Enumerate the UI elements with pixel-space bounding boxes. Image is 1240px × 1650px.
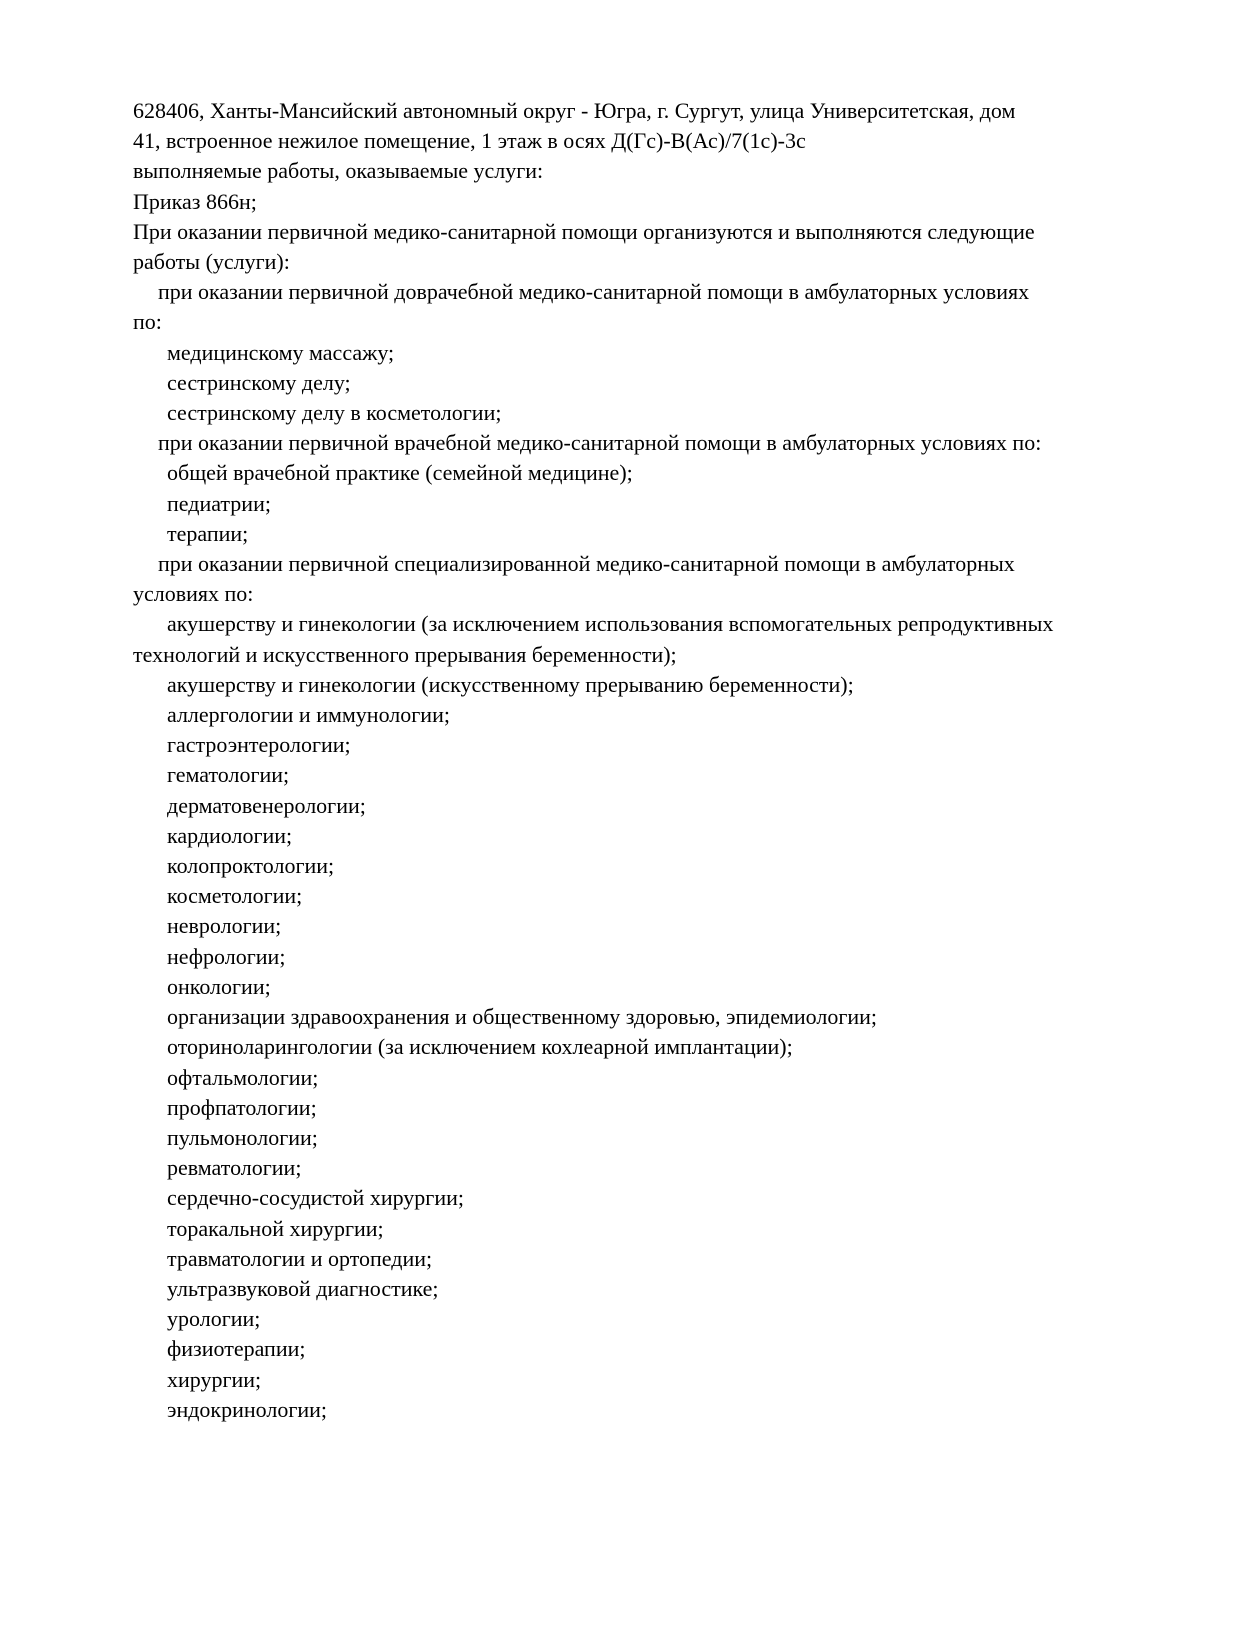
text-line: акушерству и гинекологии (за исключением использования вспомогательных репродуктивных xyxy=(167,611,1054,637)
text-line: оториноларингологии (за исключением кохлеарной имплантации); xyxy=(167,1034,793,1060)
text-line: физиотерапии; xyxy=(167,1336,306,1362)
text-line: ревматологии; xyxy=(167,1155,302,1181)
text-line: онкологии; xyxy=(167,973,271,999)
text-line: эндокринологии; xyxy=(167,1396,328,1422)
text-line: 628406, Ханты-Мансийский автономный округ - Югра, г. Сургут, улица Университетская, дом xyxy=(133,98,1016,123)
text-line: организации здравоохранения и общественному здоровью, эпидемиологии; xyxy=(167,1004,878,1030)
license-text-block xyxy=(133,96,1163,1425)
text-line: кардиологии; xyxy=(167,822,293,848)
text-line: сестринскому делу; xyxy=(167,369,351,395)
text-line: терапии; xyxy=(167,520,249,546)
text-line: неврологии; xyxy=(167,913,282,939)
text-line: выполняемые работы, оказываемые услуги: xyxy=(133,158,544,184)
text-line: дерматовенерологии; xyxy=(167,792,366,818)
text-line: акушерству и гинекологии (искусственному прерыванию беременности); xyxy=(167,671,854,697)
text-line: при оказании первичной доврачебной медико-санитарной помощи в амбулаторных условиях xyxy=(158,279,1030,305)
text-line: нефрологии; xyxy=(167,943,286,969)
text-line: при оказании первичной врачебной медико-санитарной помощи в амбулаторных условиях по: xyxy=(158,430,1042,456)
text-line: ультразвуковой диагностике; xyxy=(167,1275,439,1301)
text-line: сердечно-сосудистой хирургии; xyxy=(167,1185,464,1211)
text-line: профпатологии; xyxy=(167,1094,317,1120)
text-line: условиях по: xyxy=(133,581,254,607)
text-line: при оказании первичной специализированной медико-санитарной помощи в амбулаторных xyxy=(158,551,1015,577)
text-line: Приказ 866н; xyxy=(133,188,257,214)
text-line: урологии; xyxy=(167,1306,261,1332)
text-line: пульмонологии; xyxy=(167,1124,318,1150)
text-line: медицинскому массажу; xyxy=(167,339,395,365)
text-line: При оказании первичной медико-санитарной помощи организуются и выполняются следующие xyxy=(133,218,1035,244)
text-line: 41, встроенное нежилое помещение, 1 этаж в осях Д(Гс)-В(Ас)/7(1с)-3с xyxy=(133,128,806,154)
text-line: колопроктологии; xyxy=(167,853,335,879)
text-line: торакальной хирургии; xyxy=(167,1215,384,1241)
text-line: по: xyxy=(133,309,162,335)
text-line: аллергологии и иммунологии; xyxy=(167,702,450,728)
text-line: технологий и искусственного прерывания беременности); xyxy=(133,641,677,667)
text-line: гематологии; xyxy=(167,762,290,788)
text-line: травматологии и ортопедии; xyxy=(167,1245,433,1271)
text-line: сестринскому делу в косметологии; xyxy=(167,400,502,426)
text-line: педиатрии; xyxy=(167,490,271,516)
text-line: хирургии; xyxy=(167,1366,262,1392)
text-line: общей врачебной практике (семейной медицине); xyxy=(167,460,633,486)
text-line: косметологии; xyxy=(167,883,303,909)
text-line: гастроэнтерологии; xyxy=(167,732,351,758)
text-line: работы (услуги): xyxy=(133,249,290,275)
text-line: офтальмологии; xyxy=(167,1064,319,1090)
